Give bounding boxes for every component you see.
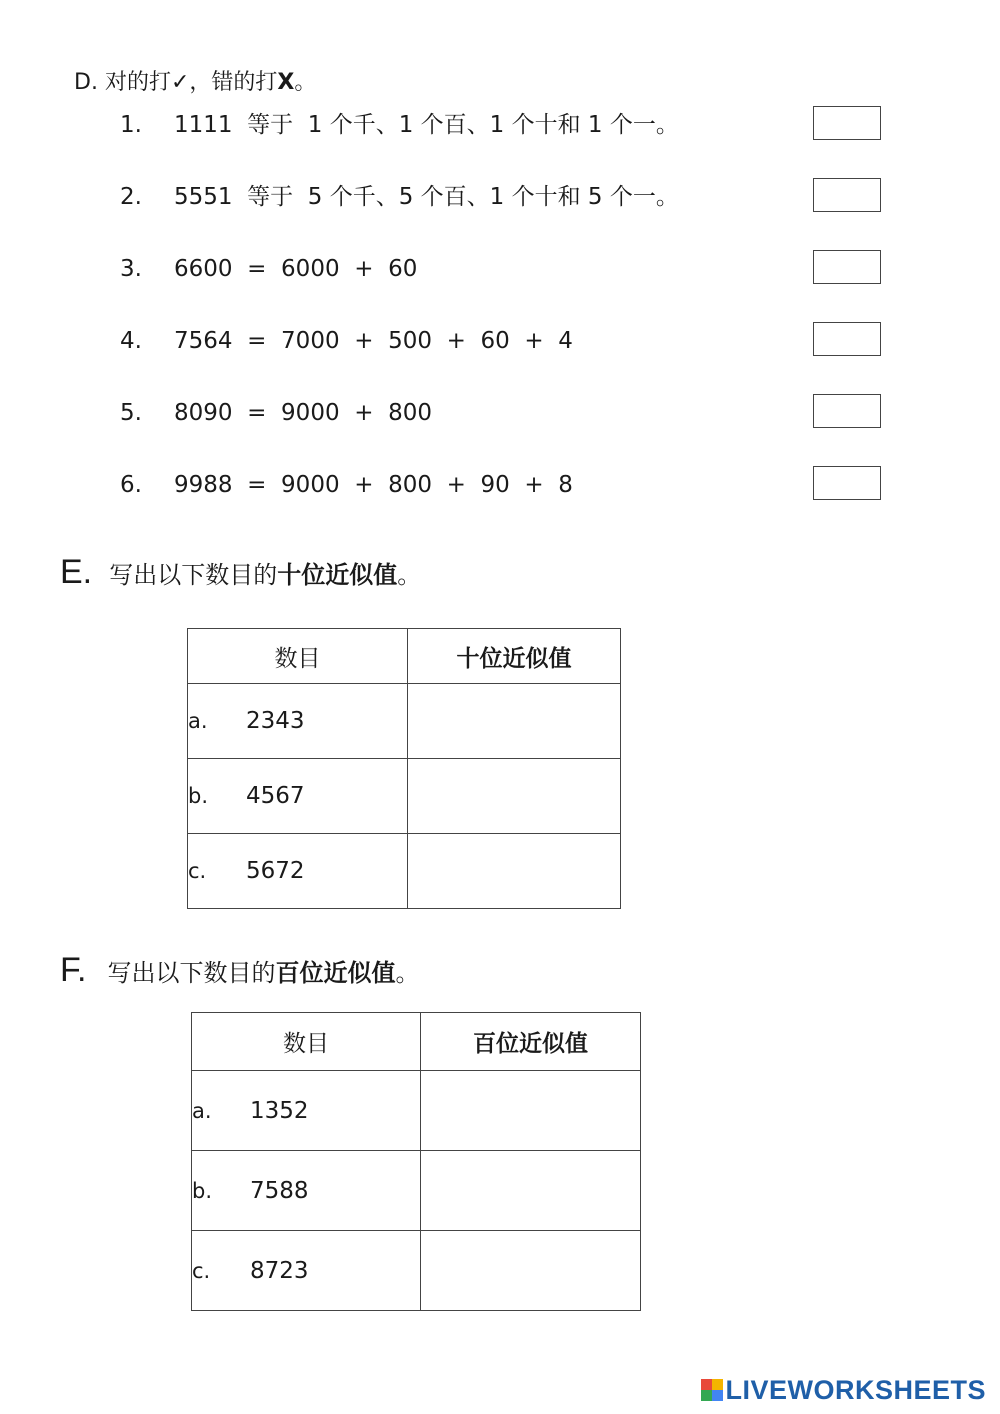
question-number: 1. bbox=[120, 112, 142, 138]
answer-cell[interactable] bbox=[408, 759, 621, 834]
section-e-letter: E. bbox=[60, 553, 93, 591]
column-header-answer: 十位近似值 bbox=[408, 629, 621, 684]
question-text: 5551 等于 5 个千、5 个百、1 个十和 5 个一。 bbox=[174, 184, 679, 210]
section-f-instruction-bold: 百位近似值 bbox=[275, 959, 396, 987]
section-d-heading bbox=[74, 66, 316, 100]
question-text: 1111 等于 1 个千、1 个百、1 个十和 1 个一。 bbox=[174, 112, 679, 138]
logo-square-3 bbox=[701, 1390, 712, 1401]
question-number: 6. bbox=[120, 472, 142, 498]
answer-box-3[interactable] bbox=[813, 250, 881, 284]
number-cell bbox=[192, 1071, 421, 1151]
answer-box-4[interactable] bbox=[813, 322, 881, 356]
row-value: 2343 bbox=[246, 708, 305, 734]
answer-cell[interactable] bbox=[421, 1231, 641, 1311]
row-label: b. bbox=[188, 784, 209, 808]
tens-rounding-table bbox=[187, 628, 621, 909]
answer-box-1[interactable] bbox=[813, 106, 881, 140]
number-cell bbox=[188, 834, 408, 909]
section-f-letter: F. bbox=[60, 951, 87, 989]
row-value: 7588 bbox=[250, 1177, 309, 1204]
section-e-instruction-end: 。 bbox=[397, 561, 422, 589]
table-row bbox=[188, 684, 621, 759]
question-number: 3. bbox=[120, 256, 142, 282]
row-label: a. bbox=[188, 709, 208, 733]
table-row bbox=[192, 1151, 641, 1231]
question-number: 5. bbox=[120, 400, 142, 426]
table-header-row bbox=[192, 1013, 641, 1071]
table-row bbox=[192, 1231, 641, 1311]
question-number: 4. bbox=[120, 328, 142, 354]
number-cell bbox=[192, 1231, 421, 1311]
column-header-number: 数目 bbox=[192, 1013, 421, 1071]
check-mark-icon: ✓ bbox=[170, 70, 190, 95]
answer-cell[interactable] bbox=[408, 834, 621, 909]
question-row-4 bbox=[120, 323, 573, 359]
question-number: 2. bbox=[120, 184, 142, 210]
section-e-instruction-pre: 写出以下数目的 bbox=[109, 561, 278, 589]
answer-cell[interactable] bbox=[421, 1071, 641, 1151]
logo-squares-icon bbox=[701, 1379, 723, 1401]
section-d-instruction-mid: ，错的打 bbox=[189, 70, 278, 95]
table-row bbox=[188, 759, 621, 834]
question-row-5 bbox=[120, 395, 432, 431]
section-f-instruction bbox=[108, 959, 420, 987]
row-value: 5672 bbox=[246, 858, 305, 884]
question-text: 9988 = 9000 + 800 + 90 + 8 bbox=[174, 472, 573, 498]
logo-text: LIVEWORKSHEETS bbox=[725, 1374, 986, 1405]
table-header-row bbox=[188, 629, 621, 684]
section-d-instruction-end: 。 bbox=[294, 70, 317, 95]
row-value: 1352 bbox=[250, 1097, 309, 1124]
section-f-instruction-end: 。 bbox=[395, 959, 420, 987]
answer-box-2[interactable] bbox=[813, 178, 881, 212]
question-row-2 bbox=[120, 179, 679, 215]
question-text: 8090 = 9000 + 800 bbox=[174, 400, 432, 426]
column-header-answer: 百位近似值 bbox=[421, 1013, 641, 1071]
row-label: b. bbox=[192, 1178, 213, 1203]
logo-square-1 bbox=[701, 1379, 712, 1390]
table-row bbox=[192, 1071, 641, 1151]
hundreds-rounding-table bbox=[191, 1012, 641, 1311]
question-row-6 bbox=[120, 467, 573, 503]
question-text: 7564 = 7000 + 500 + 60 + 4 bbox=[174, 328, 573, 354]
section-f-heading bbox=[60, 950, 420, 993]
question-row-3 bbox=[120, 251, 417, 287]
liveworksheets-logo bbox=[701, 1374, 986, 1406]
section-d-letter: D. bbox=[74, 70, 98, 95]
section-d-instruction-pre: 对的打 bbox=[104, 70, 171, 95]
number-cell bbox=[188, 759, 408, 834]
cross-mark-icon: X bbox=[277, 70, 295, 95]
number-cell bbox=[192, 1151, 421, 1231]
logo-square-2 bbox=[712, 1379, 723, 1390]
question-text: 6600 = 6000 + 60 bbox=[174, 256, 418, 282]
table-row bbox=[188, 834, 621, 909]
column-header-number: 数目 bbox=[188, 629, 408, 684]
logo-square-4 bbox=[712, 1390, 723, 1401]
answer-box-5[interactable] bbox=[813, 394, 881, 428]
row-value: 4567 bbox=[246, 783, 305, 809]
section-f-instruction-pre: 写出以下数目的 bbox=[107, 959, 276, 987]
row-label: c. bbox=[188, 859, 207, 883]
row-label: a. bbox=[192, 1098, 212, 1123]
answer-cell[interactable] bbox=[421, 1151, 641, 1231]
question-row-1 bbox=[120, 107, 679, 143]
row-label: c. bbox=[192, 1258, 211, 1283]
row-value: 8723 bbox=[250, 1257, 309, 1284]
number-cell bbox=[188, 684, 408, 759]
answer-cell[interactable] bbox=[408, 684, 621, 759]
answer-box-6[interactable] bbox=[813, 466, 881, 500]
section-e-heading bbox=[60, 552, 421, 595]
section-e-instruction bbox=[109, 561, 421, 589]
section-e-instruction-bold: 十位近似值 bbox=[277, 561, 398, 589]
